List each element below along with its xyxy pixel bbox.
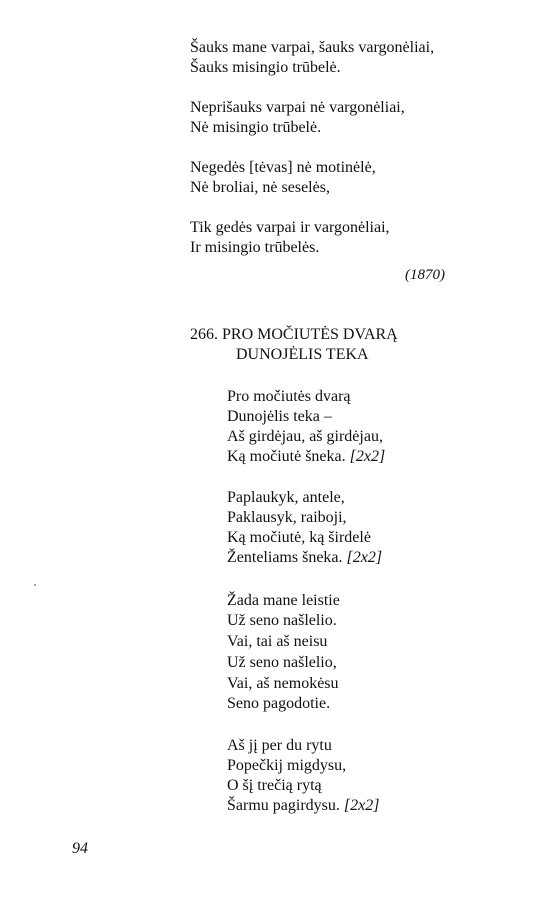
song-title: 266. PRO MOČIUTĖS DVARĄ	[190, 326, 398, 343]
verse-line: Nė misingio trūbelė.	[190, 119, 322, 136]
refrain-marker: [2x2]	[346, 549, 383, 566]
verse-line: Seno pagodotie.	[227, 695, 331, 712]
verse-line: Vai, aš nemokėsu	[227, 675, 339, 692]
verse-line: Popečkij migdysu,	[227, 757, 347, 774]
verse-line: Nė broliai, nė seselės,	[190, 179, 330, 196]
verse-line: Tik gedės varpai ir vargonėliai,	[190, 219, 390, 236]
print-speck	[34, 584, 36, 586]
verse-line: Už seno našlelio,	[227, 654, 337, 671]
verse-line	[227, 447, 385, 467]
verse-line: Paklausyk, raiboji,	[227, 509, 347, 526]
verse-line	[227, 796, 379, 816]
verse-text: Ženteliams šneka.	[227, 549, 343, 566]
verse-line: Pro močiutės dvarą	[227, 388, 351, 405]
verse-line: Ir misingio trūbelės.	[190, 239, 320, 256]
verse-line: Šauks misingio trūbelė.	[190, 59, 341, 76]
verse-line: Paplaukyk, antele,	[227, 489, 345, 506]
refrain-marker: [2x2]	[343, 797, 380, 814]
page-number: 94	[72, 840, 88, 857]
verse-line: Negedės [tėvas] nė motinėlė,	[190, 159, 376, 176]
verse-line	[227, 548, 382, 568]
song-year: (1870)	[405, 267, 445, 283]
verse-text: Ką močiutė šneka.	[227, 448, 346, 465]
verse-line: Už seno našlelio.	[227, 612, 337, 629]
verse-line: Vai, tai aš neisu	[227, 633, 328, 650]
verse-line: Aš girdėjau, aš girdėjau,	[227, 428, 383, 445]
refrain-marker: [2x2]	[349, 448, 386, 465]
verse-line: Aš jį per du rytu	[227, 737, 332, 754]
verse-line: O šį trečią rytą	[227, 777, 322, 794]
verse-text: Šarmu pagirdysu.	[227, 797, 340, 814]
verse-line: Dunojėlis teka –	[227, 408, 332, 425]
verse-line: Žada mane leistie	[227, 592, 340, 609]
verse-line: Ką močiutė, ką širdelė	[227, 529, 371, 546]
song-title-continuation: DUNOJĖLIS TEKA	[236, 346, 369, 363]
verse-line: Neprišauks varpai nė vargonėliai,	[190, 99, 405, 116]
verse-line: Šauks mane varpai, šauks vargonėliai,	[190, 39, 435, 56]
